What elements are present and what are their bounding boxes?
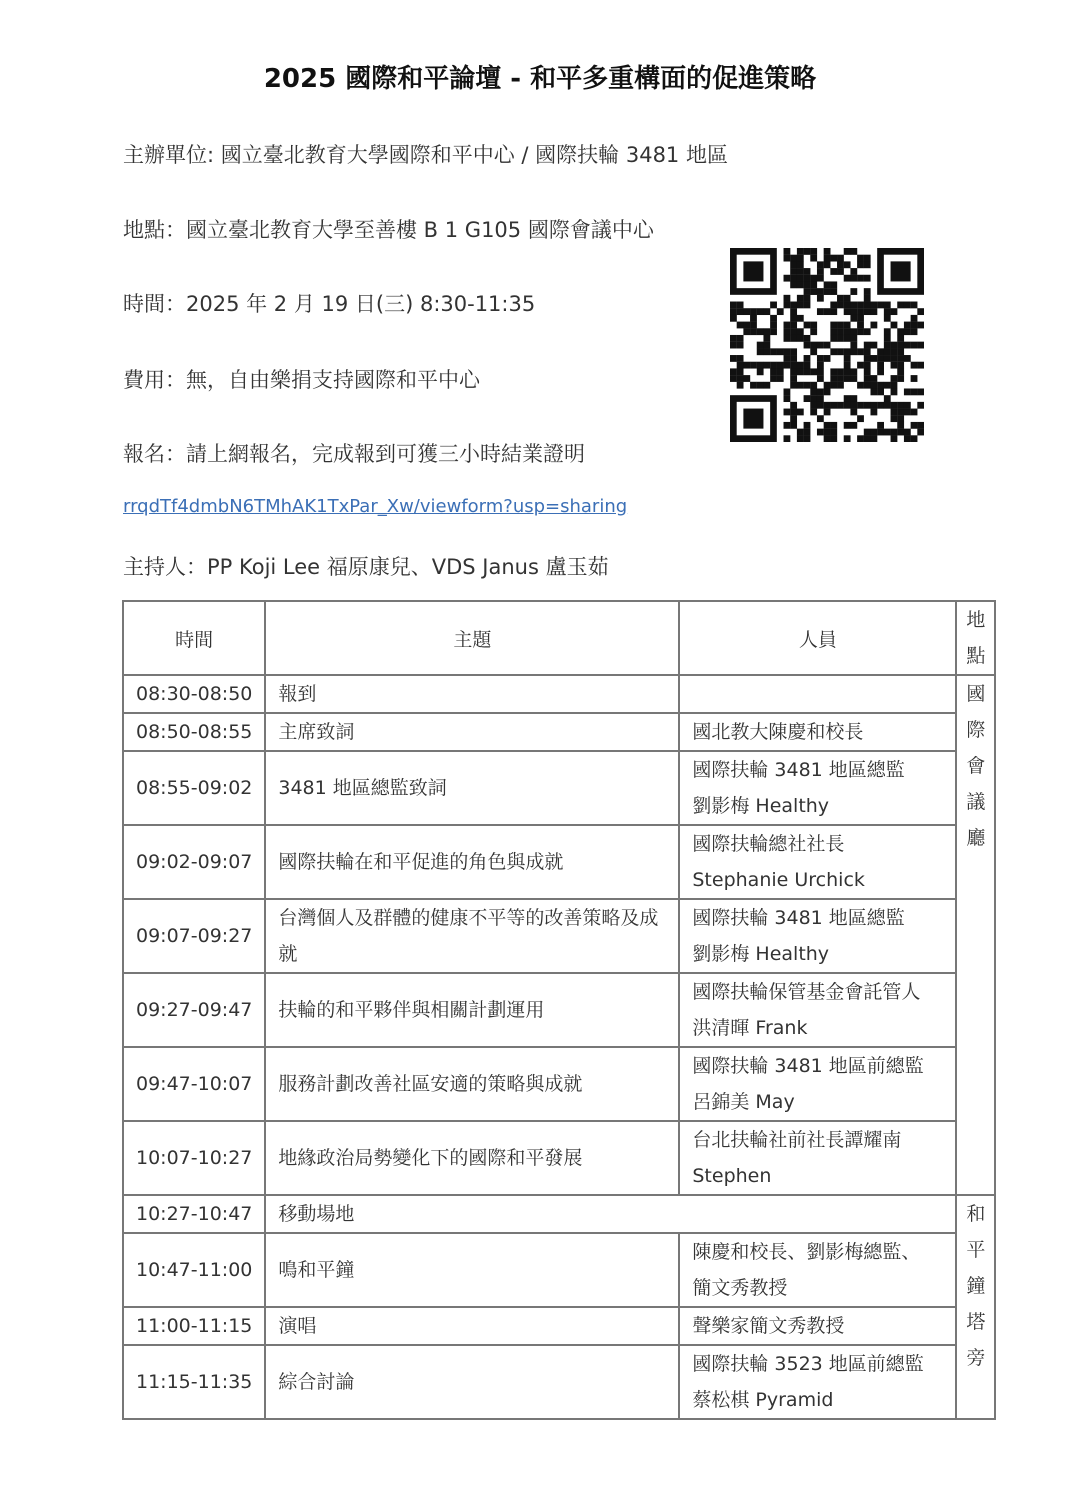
header-location-label: 地點 [966, 609, 986, 667]
row-time: 08:30-08:50 [123, 675, 265, 713]
table-row [123, 751, 995, 825]
table-row [123, 1233, 995, 1307]
page-title: 2025 國際和平論壇 - 和平多重構面的促進策略 [263, 64, 817, 94]
row-people [679, 899, 956, 973]
people-line: 國際扶輪 3481 地區總監 [692, 907, 905, 929]
row-topic: 鳴和平鐘 [265, 1233, 679, 1307]
people-line: 劉影梅 Healthy [692, 943, 830, 965]
registration-link[interactable]: rrqdTf4dmbN6TMhAK1TxPar_Xw/viewform?usp=sharing [123, 496, 628, 517]
row-topic: 報到 [265, 675, 679, 713]
table-row [123, 1121, 995, 1195]
row-topic: 國際扶輪在和平促進的角色與成就 [265, 825, 679, 899]
people-line: 呂錦美 May [692, 1091, 795, 1113]
people-line: 陳慶和校長、劉影梅總監、 [692, 1241, 921, 1263]
people-line: 國際扶輪 3481 地區總監 [692, 759, 905, 781]
table-row [123, 1195, 995, 1233]
row-time: 09:47-10:07 [123, 1047, 265, 1121]
row-location [956, 1195, 995, 1419]
table-row [123, 1345, 995, 1419]
row-time: 08:55-09:02 [123, 751, 265, 825]
row-topic: 移動場地 [265, 1195, 956, 1233]
registration: 報名：請上網報名，完成報到可獲三小時結業證明 [123, 442, 585, 466]
people-line: 洪清暉 Frank [692, 1017, 808, 1039]
row-people [679, 751, 956, 825]
row-people [679, 1345, 956, 1419]
table-row [123, 1047, 995, 1121]
row-time: 10:07-10:27 [123, 1121, 265, 1195]
people-line: 國際扶輪總社社長 [692, 833, 845, 855]
row-people [679, 973, 956, 1047]
row-location [956, 675, 995, 1195]
header-location [956, 601, 995, 675]
row-people [679, 675, 956, 713]
location-label: 和平鐘塔旁 [966, 1203, 986, 1369]
row-topic: 地緣政治局勢變化下的國際和平發展 [265, 1121, 679, 1195]
table-row [123, 899, 995, 973]
table-row [123, 675, 995, 713]
row-topic: 扶輪的和平夥伴與相關計劃運用 [265, 973, 679, 1047]
row-people [679, 1307, 956, 1345]
people-line: 國際扶輪 3523 地區前總監 [692, 1353, 924, 1375]
table-row [123, 1307, 995, 1345]
people-line: 國際扶輪保管基金會託管人 [692, 981, 921, 1003]
venue: 地點：國立臺北教育大學至善樓 B 1 G105 國際會議中心 [123, 218, 654, 242]
organizer: 主辦單位: 國立臺北教育大學國際和平中心 / 國際扶輪 3481 地區 [123, 143, 728, 167]
row-people [679, 825, 956, 899]
row-people [679, 713, 956, 751]
people-line: 簡文秀教授 [692, 1277, 788, 1299]
fee: 費用：無，自由樂捐支持國際和平中心 [123, 368, 480, 392]
row-people [679, 1047, 956, 1121]
people-line: 劉影梅 Healthy [692, 795, 830, 817]
header-time: 時間 [123, 601, 265, 675]
header-topic: 主題 [265, 601, 679, 675]
row-topic: 台灣個人及群體的健康不平等的改善策略及成就 [265, 899, 679, 973]
row-time: 10:47-11:00 [123, 1233, 265, 1307]
row-people [679, 1233, 956, 1307]
people-line: Stephen [692, 1165, 772, 1187]
event-time: 時間：2025 年 2 月 19 日(三) 8:30-11:35 [123, 292, 536, 316]
table-row [123, 825, 995, 899]
header-people: 人員 [679, 601, 956, 675]
row-time: 11:00-11:15 [123, 1307, 265, 1345]
row-people [679, 1121, 956, 1195]
hosts: 主持人：PP Koji Lee 福原康兒、VDS Janus 盧玉茹 [123, 555, 609, 579]
row-topic: 主席致詞 [265, 713, 679, 751]
people-line: 國北教大陳慶和校長 [692, 721, 864, 743]
row-time: 09:27-09:47 [123, 973, 265, 1047]
table-row [123, 713, 995, 751]
table-row [123, 973, 995, 1047]
location-label: 國際會議廳 [966, 683, 986, 849]
row-time: 09:07-09:27 [123, 899, 265, 973]
row-topic: 3481 地區總監致詞 [265, 751, 679, 825]
row-time: 09:02-09:07 [123, 825, 265, 899]
people-line: 聲樂家簡文秀教授 [692, 1315, 845, 1337]
people-line: 國際扶輪 3481 地區前總監 [692, 1055, 924, 1077]
agenda-table [122, 600, 996, 1420]
people-line: 蔡松棋 Pyramid [692, 1389, 834, 1411]
row-topic: 演唱 [265, 1307, 679, 1345]
people-line: 台北扶輪社前社長譚耀南 [692, 1129, 902, 1151]
row-topic: 綜合討論 [265, 1345, 679, 1419]
people-line: Stephanie Urchick [692, 869, 865, 891]
row-topic: 服務計劃改善社區安適的策略與成就 [265, 1047, 679, 1121]
row-time: 08:50-08:55 [123, 713, 265, 751]
row-time: 11:15-11:35 [123, 1345, 265, 1419]
qr-code-icon [730, 248, 924, 442]
row-time: 10:27-10:47 [123, 1195, 265, 1233]
